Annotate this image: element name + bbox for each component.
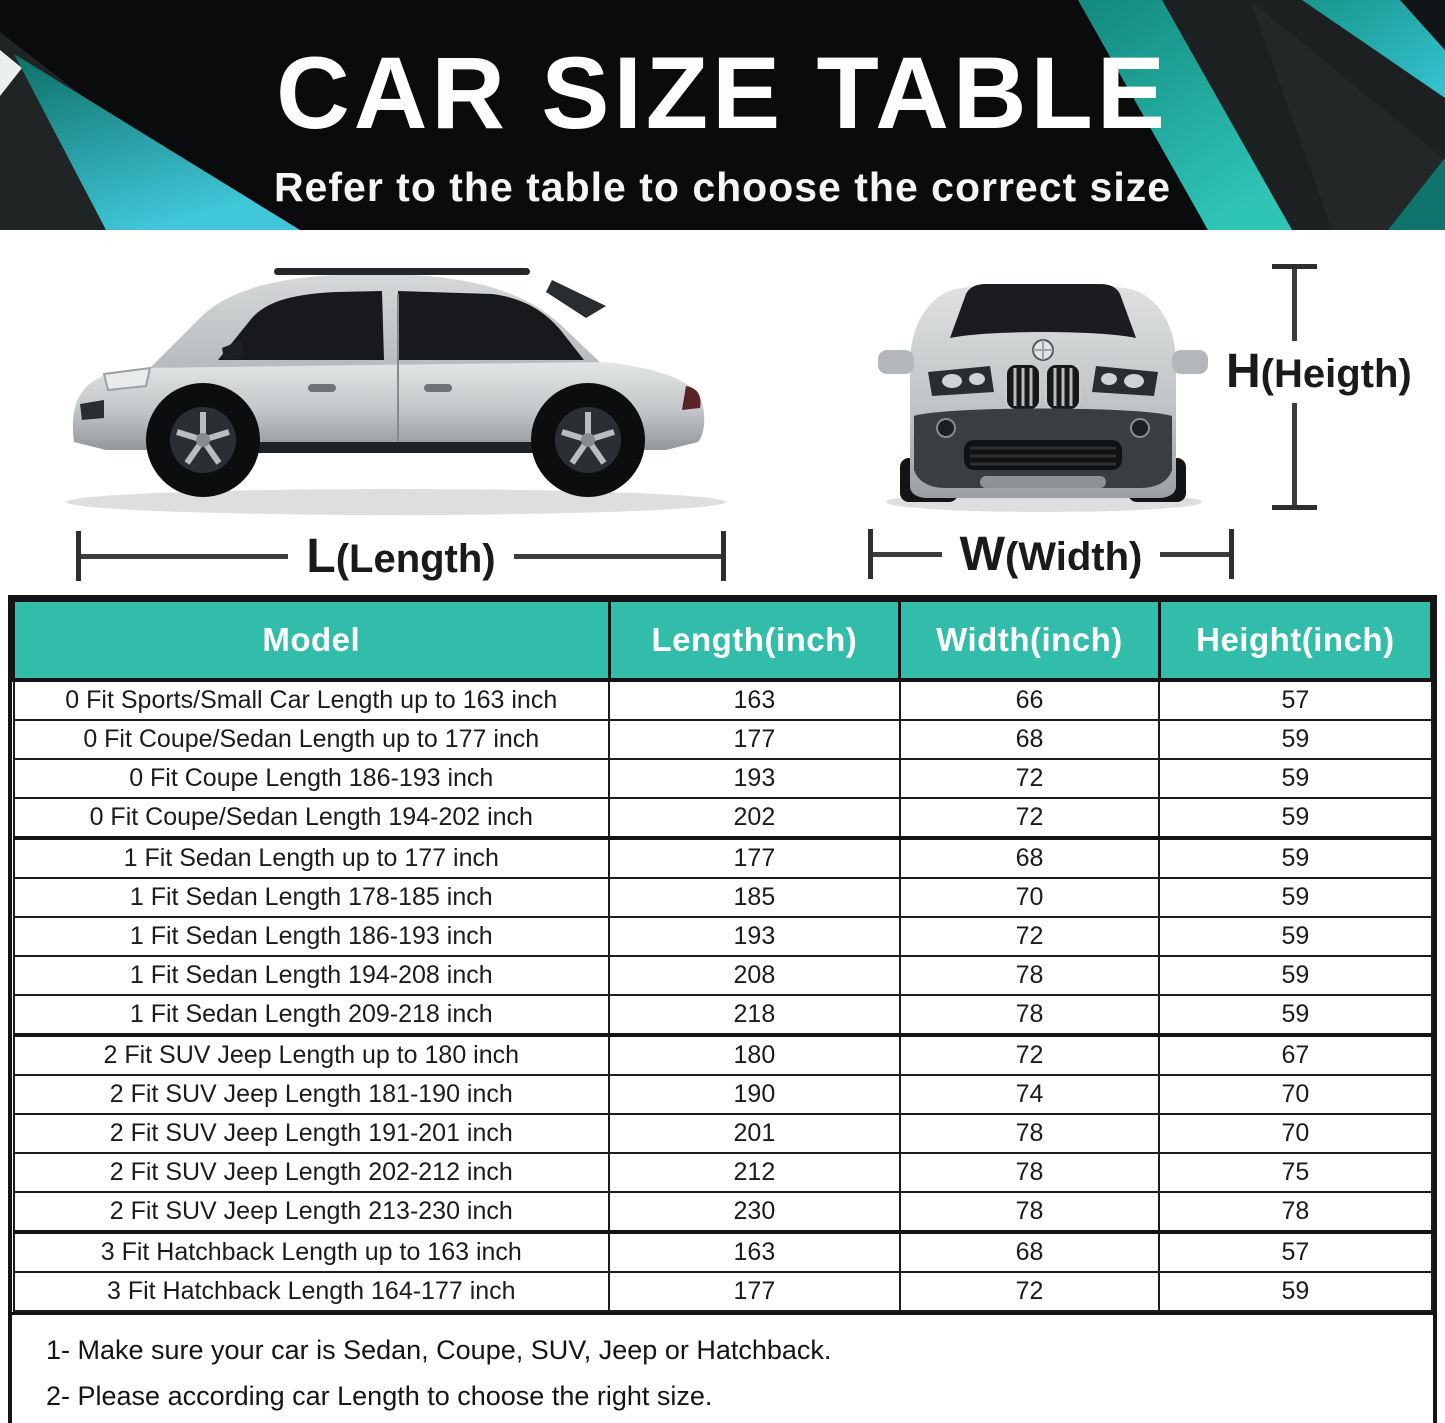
model-cell: 3 Fit Hatchback Length 164-177 inch [14,1272,610,1311]
model-cell: 1 Fit Sedan Length 186-193 inch [14,917,610,956]
length-dimension-line [76,528,726,584]
dimension-segment [873,552,942,557]
value-cell: 180 [609,1035,900,1075]
value-cell: 190 [609,1075,900,1114]
value-cell: 193 [609,759,900,798]
table-row [14,1035,1432,1075]
column-header-model: Model [14,601,610,681]
model-cell: 1 Fit Sedan Length 178-185 inch [14,878,610,917]
value-cell: 68 [900,838,1159,878]
value-cell: 72 [900,917,1159,956]
value-cell: 208 [609,956,900,995]
value-cell: 59 [1159,759,1431,798]
notes-section [12,1312,1433,1423]
value-cell: 230 [609,1192,900,1232]
value-cell: 59 [1159,878,1431,917]
table-header-row [14,601,1432,681]
model-cell: 2 Fit SUV Jeep Length 213-230 inch [14,1192,610,1232]
page-title: CAR SIZE TABLE [276,36,1169,150]
value-cell: 59 [1159,1272,1431,1311]
value-cell: 163 [609,680,900,720]
car-side-view-image [46,236,736,526]
dimension-segment [81,554,288,559]
table-row [14,1075,1432,1114]
dimension-segment [1292,403,1297,505]
size-table-body [14,680,1432,1311]
value-cell: 59 [1159,917,1431,956]
value-cell: 66 [900,680,1159,720]
rear-wheel [531,383,645,497]
model-cell: 2 Fit SUV Jeep Length up to 180 inch [14,1035,610,1075]
table-row [14,1114,1432,1153]
value-cell: 72 [900,1035,1159,1075]
value-cell: 185 [609,878,900,917]
car-front-view-image [874,244,1212,516]
model-cell: 1 Fit Sedan Length 194-208 inch [14,956,610,995]
front-wheel [146,383,260,497]
dimension-tick [1229,529,1234,579]
value-cell: 177 [609,1272,900,1311]
value-cell: 72 [900,1272,1159,1311]
height-label: H(Heigth) [1226,345,1412,398]
size-table-container [8,595,1437,1423]
table-row [14,759,1432,798]
model-cell: 0 Fit Coupe Length 186-193 inch [14,759,610,798]
value-cell: 75 [1159,1153,1431,1192]
value-cell: 78 [900,1114,1159,1153]
table-row [14,720,1432,759]
value-cell: 68 [900,1232,1159,1272]
value-cell: 70 [900,878,1159,917]
value-cell: 59 [1159,995,1431,1035]
model-cell: 3 Fit Hatchback Length up to 163 inch [14,1232,610,1272]
value-cell: 177 [609,838,900,878]
banner [0,0,1445,230]
value-cell: 177 [609,720,900,759]
value-cell: 212 [609,1153,900,1192]
column-header-length: Length(inch) [609,601,900,681]
note-line-2: 2- Please according car Length to choose the right size. [46,1381,713,1411]
value-cell: 57 [1159,680,1431,720]
table-row [14,838,1432,878]
value-cell: 72 [900,759,1159,798]
table-row [14,878,1432,917]
table-row [14,1272,1432,1311]
value-cell: 202 [609,798,900,838]
dimension-cap [1272,505,1317,510]
value-cell: 70 [1159,1075,1431,1114]
value-cell: 59 [1159,798,1431,838]
model-cell: 0 Fit Coupe/Sedan Length up to 177 inch [14,720,610,759]
value-cell: 78 [900,1192,1159,1232]
value-cell: 59 [1159,720,1431,759]
value-cell: 72 [900,798,1159,838]
value-cell: 78 [900,995,1159,1035]
model-cell: 2 Fit SUV Jeep Length 181-190 inch [14,1075,610,1114]
table-row [14,1153,1432,1192]
value-cell: 78 [1159,1192,1431,1232]
value-cell: 193 [609,917,900,956]
dimension-segment [1160,552,1229,557]
width-dimension-line [868,526,1234,582]
value-cell: 59 [1159,838,1431,878]
model-cell: 1 Fit Sedan Length up to 177 inch [14,838,610,878]
value-cell: 68 [900,720,1159,759]
model-cell: 0 Fit Coupe/Sedan Length 194-202 inch [14,798,610,838]
value-cell: 163 [609,1232,900,1272]
table-row [14,917,1432,956]
value-cell: 57 [1159,1232,1431,1272]
column-header-height: Height(inch) [1159,601,1431,681]
car-dimension-diagram [0,230,1445,595]
value-cell: 78 [900,1153,1159,1192]
dimension-segment [514,554,721,559]
value-cell: 59 [1159,956,1431,995]
table-row [14,1232,1432,1272]
note-line-1: 1- Make sure your car is Sedan, Coupe, SUV, Jeep or Hatchback. [46,1335,832,1365]
model-cell: 2 Fit SUV Jeep Length 191-201 inch [14,1114,610,1153]
dimension-tick [721,531,726,581]
value-cell: 78 [900,956,1159,995]
table-row [14,680,1432,720]
model-cell: 0 Fit Sports/Small Car Length up to 163 inch [14,680,610,720]
model-cell: 2 Fit SUV Jeep Length 202-212 inch [14,1153,610,1192]
dimension-segment [1292,269,1297,341]
value-cell: 67 [1159,1035,1431,1075]
table-row [14,995,1432,1035]
table-row [14,798,1432,838]
table-row [14,1192,1432,1232]
value-cell: 201 [609,1114,900,1153]
column-header-width: Width(inch) [900,601,1159,681]
table-row [14,956,1432,995]
page-subtitle: Refer to the table to choose the correct size [273,164,1172,210]
car-size-table [12,599,1433,1312]
value-cell: 74 [900,1075,1159,1114]
value-cell: 218 [609,995,900,1035]
model-cell: 1 Fit Sedan Length 209-218 inch [14,995,610,1035]
length-label: L(Length) [306,529,496,583]
value-cell: 70 [1159,1114,1431,1153]
width-label: W(Width) [959,527,1143,581]
